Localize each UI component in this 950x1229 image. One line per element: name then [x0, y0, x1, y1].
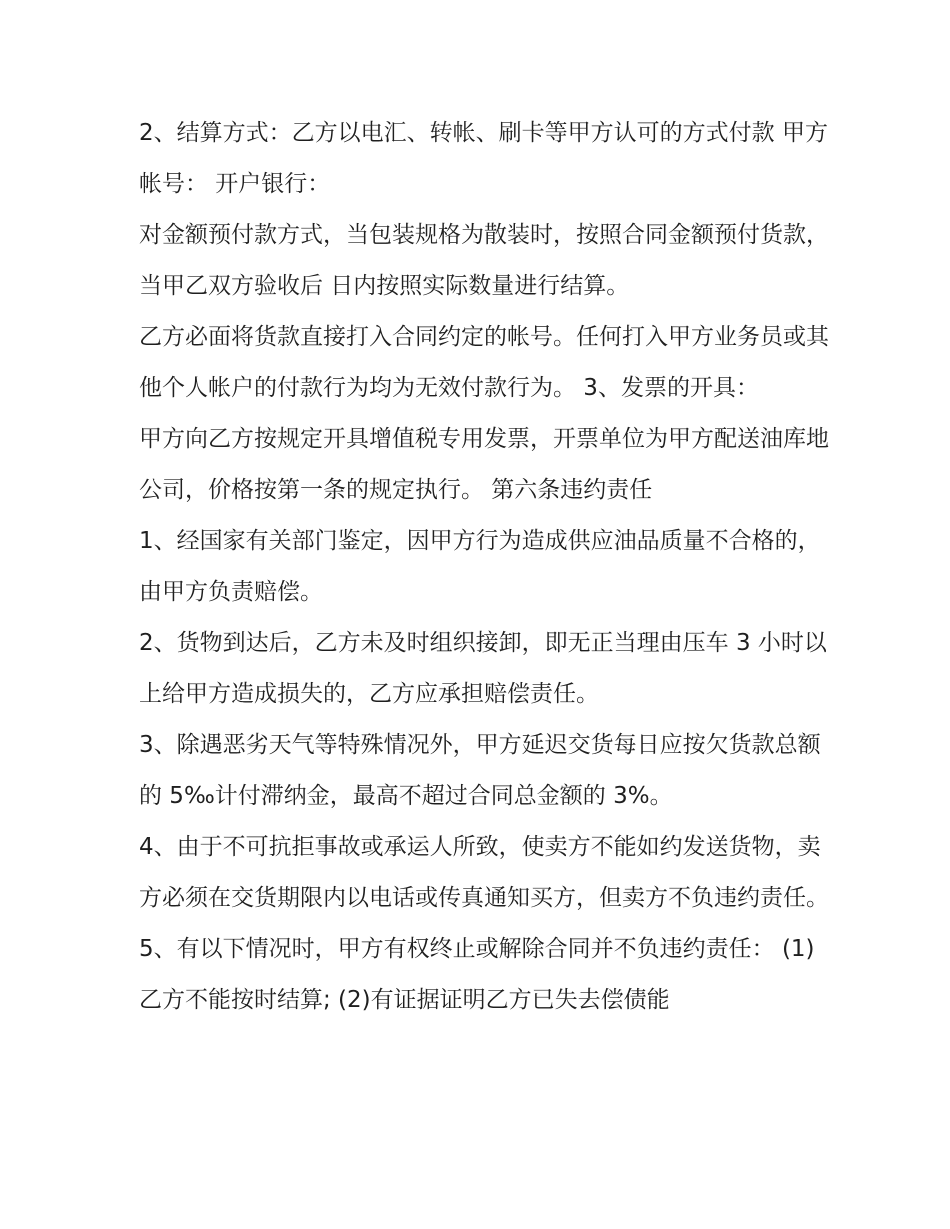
paragraph-invoice: 甲方向乙方按规定开具增值税专用发票，开票单位为甲方配送油库地公司，价格按第一条的规定执行。 第六条违约责任	[139, 426, 829, 503]
paragraph-liability-5: 5、有以下情况时，甲方有权终止或解除合同并不负违约责任： (1)乙方不能按时结算; (2)有证据证明乙方已失去偿债能	[139, 936, 815, 1013]
paragraph-payment-account: 乙方必面将货款直接打入合同约定的帐号。任何打入甲方业务员或其他个人帐户的付款行为均为无效付款行为。 3、发票的开具：	[139, 324, 829, 401]
paragraph-liability-2: 2、货物到达后，乙方未及时组织接卸，即无正当理由压车 3 小时以上给甲方造成损失的，乙方应承担赔偿责任。	[139, 630, 827, 707]
paragraph-prepayment: 对金额预付款方式，当包装规格为散装时，按照合同金额预付货款，当甲乙双方验收后 日内按照实际数量进行结算。	[139, 222, 829, 299]
paragraph-settlement-method: 2、结算方式：乙方以电汇、转帐、刷卡等甲方认可的方式付款 甲方帐号： 开户银行：	[139, 120, 828, 197]
paragraph-liability-4: 4、由于不可抗拒事故或承运人所致，使卖方不能如约发送货物，卖方必须在交货期限内以电话或传真通知买方，但卖方不负违约责任。	[139, 834, 829, 911]
document-body	[139, 108, 829, 1026]
paragraph-liability-1: 1、经国家有关部门鉴定，因甲方行为造成供应油品质量不合格的，由甲方负责赔偿。	[139, 528, 821, 605]
paragraph-liability-3: 3、除遇恶劣天气等特殊情况外，甲方延迟交货每日应按欠货款总额的 5‰计付滞纳金，最高不超过合同总金额的 3%。	[139, 732, 821, 809]
